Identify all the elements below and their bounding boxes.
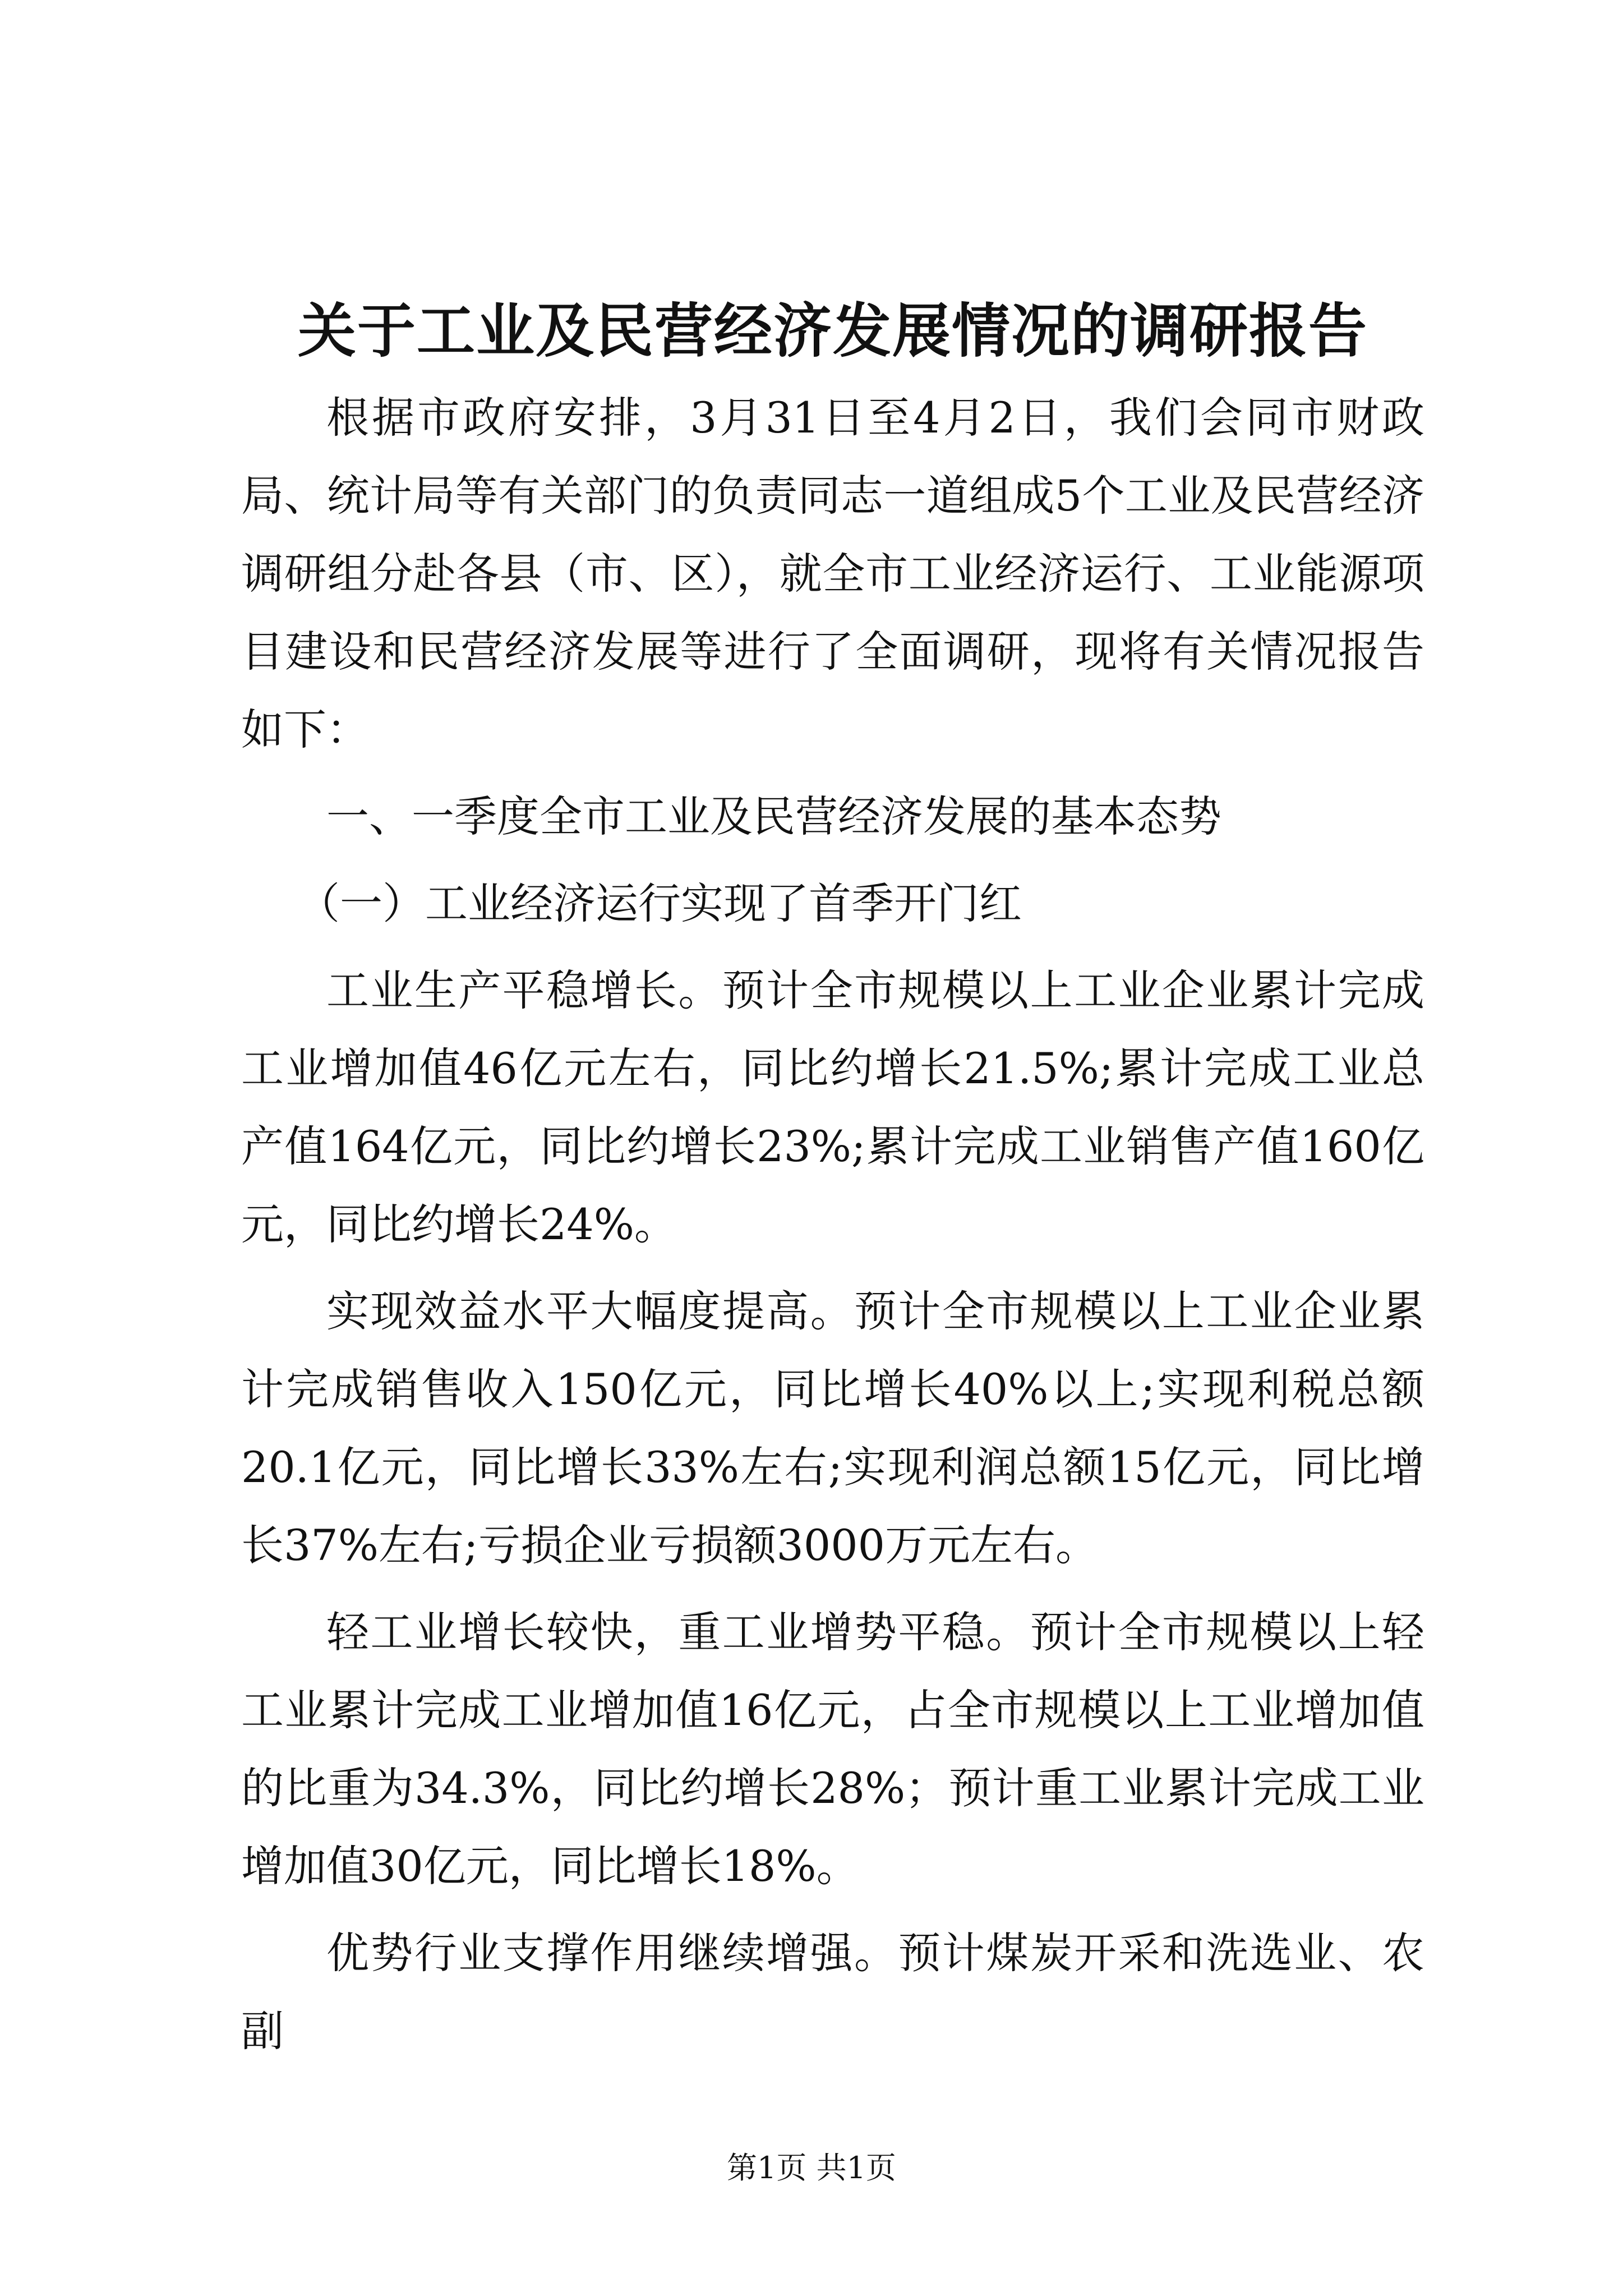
paragraph-industrial-production: 工业生产平稳增长。预计全市规模以上工业企业累计完成工业增加值46亿元左右，同比约增长21.5%;累计完成工业总产值164亿元，同比约增长23%;累计完成工业销售产值160亿元，同比约增长24%。 (241, 965, 1424, 1249)
paragraph-advantage-industries: 优势行业支撑作用继续增强。预计煤炭开采和洗选业、农副 (241, 1928, 1424, 2056)
document-body (241, 289, 1424, 2079)
paragraph-efficiency: 实现效益水平大幅度提高。预计全市规模以上工业企业累计完成销售收入150亿元，同比增长40%以上;实现利税总额20.1亿元，同比增长33%左右;实现利润总额15亿元，同比增长37%左右;亏损企业亏损额3000万元左右。 (241, 1286, 1424, 1570)
paragraph-intro: 根据市政府安排，3月31日至4月2日，我们会同市财政局、统计局等有关部门的负责同志一道组成5个工业及民营经济调研组分赴各县（市、区），就全市工业经济运行、工业能源项目建设和民营经济发展等进行了全面调研，现将有关情况报告如下： (241, 393, 1424, 754)
paragraph-light-heavy-industry: 轻工业增长较快，重工业增势平稳。预计全市规模以上轻工业累计完成工业增加值16亿元，占全市规模以上工业增加值的比重为34.3%，同比约增长28%；预计重工业累计完成工业增加值30亿元，同比增长18%。 (241, 1607, 1424, 1891)
subsection-heading-1: （一）工业经济运行实现了首季开门红 (297, 878, 1022, 928)
document-title: 关于工业及民营经济发展情况的调研报告 (297, 296, 1368, 365)
page-footer: 第1页 共1页 (727, 2150, 896, 2185)
section-heading-1: 一、一季度全市工业及民营经济发展的基本态势 (326, 792, 1221, 841)
